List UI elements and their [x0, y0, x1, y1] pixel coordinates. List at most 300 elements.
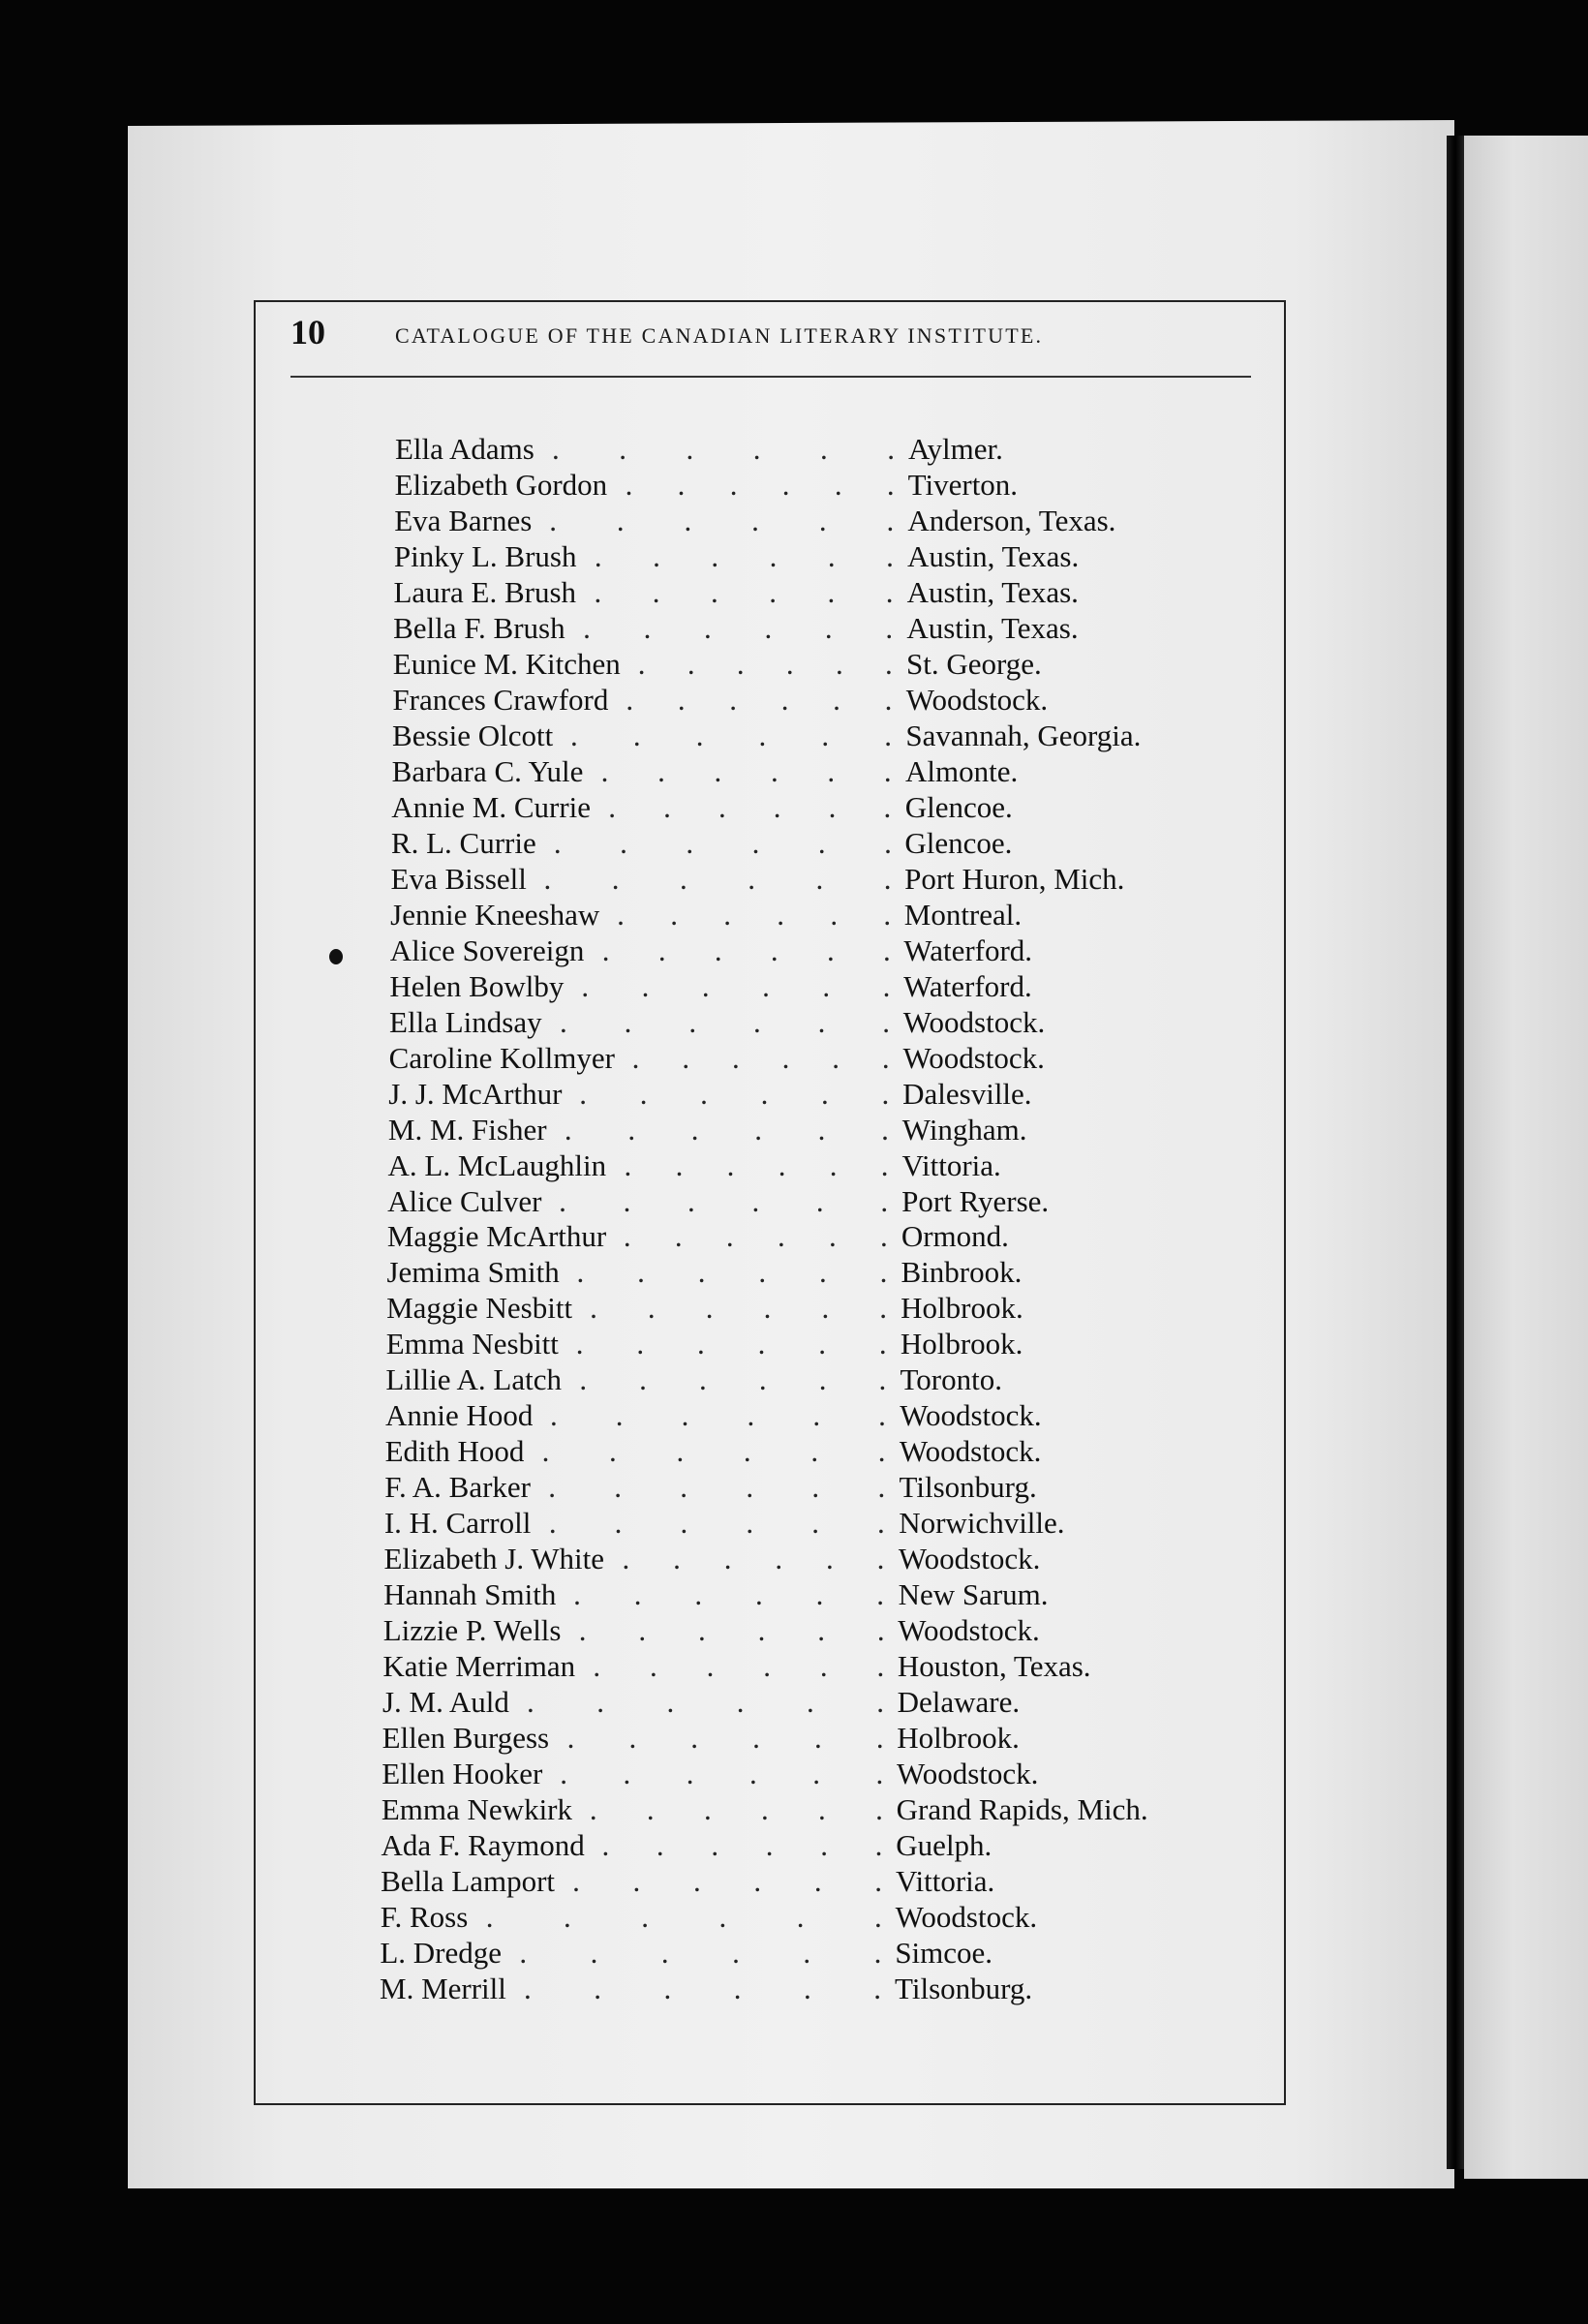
- leader-dot: .: [877, 1434, 886, 1469]
- leader-dot: .: [883, 861, 892, 896]
- student-row: [393, 647, 1265, 682]
- leader-dot: .: [548, 1470, 556, 1505]
- student-row: [395, 432, 1267, 467]
- leader-dot: .: [704, 610, 712, 645]
- leader-dot: .: [834, 467, 842, 502]
- dot-leader: [601, 754, 892, 789]
- leader-dot: .: [813, 1864, 822, 1899]
- leader-dot: .: [881, 1040, 890, 1075]
- leader-dot: .: [826, 933, 835, 967]
- leader-dot: .: [643, 610, 652, 645]
- leader-dot: .: [752, 432, 761, 466]
- dot-leader: [570, 719, 892, 753]
- leader-dot: .: [815, 1183, 824, 1218]
- student-name: Ellen Burgess: [382, 1721, 550, 1756]
- dot-leader: [565, 1113, 889, 1147]
- student-name: Emma Newkirk: [381, 1792, 572, 1827]
- leader-dot: .: [754, 1112, 762, 1147]
- page-header: [290, 312, 1259, 356]
- leader-dot: .: [698, 1613, 706, 1648]
- leader-dot: .: [559, 1183, 566, 1218]
- leader-dot: .: [687, 1183, 695, 1218]
- student-place: Port Ryerse.: [901, 1183, 1050, 1218]
- leader-dot: .: [623, 1219, 631, 1254]
- leader-dot: .: [760, 1076, 769, 1111]
- dot-leader: [542, 1434, 886, 1469]
- leader-dot: .: [638, 1613, 647, 1648]
- student-row: [389, 1041, 1261, 1076]
- student-row: [381, 1828, 1252, 1863]
- leader-dot: .: [548, 1506, 557, 1541]
- leader-dot: .: [746, 1506, 754, 1541]
- student-name: Alice Sovereign: [389, 933, 585, 967]
- leader-dot: .: [614, 1506, 623, 1541]
- leader-dot: .: [743, 1434, 751, 1469]
- leader-dot: .: [751, 503, 759, 537]
- leader-dot: .: [752, 1004, 761, 1039]
- leader-dot: .: [879, 1291, 888, 1326]
- student-place: Toronto.: [900, 1362, 1002, 1397]
- leader-dot: .: [813, 1721, 822, 1756]
- leader-dot: .: [657, 753, 665, 788]
- leader-dot: .: [883, 897, 892, 932]
- dot-leader: [524, 1972, 881, 2006]
- leader-dot: .: [828, 789, 837, 824]
- leader-dot: .: [633, 1577, 642, 1612]
- leader-dot: .: [526, 1685, 534, 1720]
- leader-dot: .: [878, 1398, 886, 1433]
- leader-dot: .: [677, 467, 686, 502]
- leader-dot: .: [578, 1613, 587, 1648]
- leader-dot: .: [573, 1577, 581, 1612]
- leader-dot: .: [676, 1434, 685, 1469]
- dot-leader: [622, 1542, 884, 1576]
- leader-dot: .: [701, 968, 710, 1003]
- leader-dot: .: [711, 1828, 719, 1863]
- leader-dot: .: [764, 610, 773, 645]
- leader-dot: .: [686, 432, 694, 466]
- student-row: [383, 1613, 1255, 1648]
- leader-dot: .: [594, 538, 602, 573]
- student-name: Eunice M. Kitchen: [392, 646, 621, 681]
- leader-dot: .: [646, 1792, 655, 1827]
- leader-dot: .: [711, 574, 718, 609]
- leader-dot: .: [877, 1470, 886, 1505]
- leader-dot: .: [572, 1864, 580, 1899]
- leader-dot: .: [748, 1757, 757, 1791]
- leader-dot: .: [718, 789, 726, 824]
- leader-dot: .: [812, 1757, 820, 1791]
- leader-dot: .: [549, 503, 557, 537]
- student-name: Eva Barnes: [394, 503, 533, 537]
- leader-dot: .: [817, 825, 826, 860]
- dot-leader: [576, 1255, 887, 1290]
- student-row: [382, 1721, 1254, 1756]
- ink-blot: [329, 949, 343, 964]
- leader-dot: .: [615, 1398, 624, 1433]
- leader-dot: .: [666, 1685, 675, 1720]
- student-row: [394, 575, 1266, 610]
- leader-dot: .: [663, 789, 671, 824]
- student-place: New Sarum.: [898, 1577, 1049, 1612]
- dot-leader: [527, 1685, 884, 1720]
- student-row: [387, 1219, 1259, 1254]
- dot-leader: [595, 575, 894, 610]
- dot-leader: [626, 468, 895, 503]
- leader-dot: .: [652, 574, 660, 609]
- leader-dot: .: [723, 1542, 732, 1576]
- leader-dot: .: [624, 1147, 632, 1182]
- student-name: F. Ross: [380, 1900, 469, 1935]
- leader-dot: .: [773, 789, 781, 824]
- leader-dot: .: [770, 753, 779, 788]
- leader-dot: .: [725, 1219, 734, 1254]
- leader-dot: .: [777, 897, 785, 932]
- student-row: [386, 1255, 1258, 1290]
- student-place: Guelph.: [896, 1828, 992, 1863]
- leader-dot: .: [887, 432, 895, 466]
- leader-dot: .: [822, 968, 831, 1003]
- leader-dot: .: [876, 1542, 885, 1576]
- leader-dot: .: [688, 1004, 697, 1039]
- student-place: Austin, Texas.: [906, 610, 1079, 645]
- leader-dot: .: [611, 861, 620, 896]
- dot-leader: [486, 1900, 882, 1935]
- leader-dot: .: [886, 538, 894, 573]
- leader-dot: .: [581, 968, 590, 1003]
- leader-dot: .: [817, 1112, 826, 1147]
- dot-leader: [590, 1291, 887, 1326]
- student-place: Waterford.: [903, 933, 1033, 967]
- leader-dot: .: [594, 1972, 601, 2005]
- student-row: [382, 1792, 1253, 1827]
- dot-leader: [549, 1506, 885, 1541]
- student-name: Eva Bissell: [390, 861, 527, 896]
- leader-dot: .: [600, 753, 609, 788]
- leader-dot: .: [873, 1972, 881, 2005]
- leader-dot: .: [608, 789, 617, 824]
- leader-dot: .: [796, 1900, 805, 1935]
- leader-dot: .: [827, 538, 836, 573]
- leader-dot: .: [696, 1327, 705, 1361]
- leader-dot: .: [778, 1147, 786, 1182]
- leader-dot: .: [485, 1900, 494, 1935]
- student-row: [395, 468, 1267, 503]
- student-row: [391, 826, 1263, 861]
- leader-dot: .: [751, 1183, 760, 1218]
- leader-dot: .: [714, 933, 722, 967]
- leader-dot: .: [785, 646, 794, 681]
- leader-dot: .: [637, 646, 646, 681]
- leader-dot: .: [879, 1255, 888, 1290]
- student-row: [389, 969, 1261, 1004]
- leader-dot: .: [663, 1972, 672, 2005]
- student-name: Elizabeth Gordon: [394, 467, 608, 502]
- student-row: [389, 1005, 1261, 1040]
- leader-dot: .: [560, 1004, 567, 1039]
- leader-dot: .: [718, 1900, 727, 1935]
- leader-dot: .: [876, 1577, 885, 1612]
- dot-leader: [554, 826, 892, 861]
- student-row: [385, 1434, 1257, 1469]
- student-name: Helen Bowlby: [389, 968, 565, 1003]
- leader-dot: .: [757, 1327, 766, 1361]
- leader-dot: .: [641, 1900, 649, 1935]
- facing-page-edge: [1464, 136, 1588, 2179]
- leader-dot: .: [729, 467, 738, 502]
- leader-dot: .: [733, 1972, 742, 2005]
- student-name: M. M. Fisher: [387, 1112, 547, 1147]
- dot-leader: [608, 790, 891, 825]
- leader-dot: .: [590, 1291, 597, 1326]
- leader-dot: .: [632, 1864, 641, 1899]
- dot-leader: [626, 683, 892, 718]
- leader-dot: .: [564, 1112, 572, 1147]
- leader-dot: .: [570, 718, 578, 752]
- leader-dot: .: [781, 1040, 790, 1075]
- leader-dot: .: [686, 1757, 694, 1791]
- student-row: [385, 1398, 1257, 1433]
- student-place: Grand Rapids, Mich.: [896, 1792, 1148, 1827]
- leader-dot: .: [697, 1255, 706, 1290]
- leader-dot: .: [830, 897, 839, 932]
- leader-dot: .: [821, 1291, 830, 1326]
- student-place: Port Huron, Mich.: [904, 861, 1125, 896]
- leader-dot: .: [826, 1542, 834, 1576]
- leader-dot: .: [833, 682, 840, 717]
- leader-dot: .: [714, 753, 722, 788]
- leader-dot: .: [628, 1721, 637, 1756]
- student-name: I. H. Carroll: [383, 1506, 532, 1541]
- leader-dot: .: [762, 968, 770, 1003]
- student-row: [390, 898, 1262, 933]
- leader-dot: .: [818, 1327, 826, 1361]
- student-place: Woodstock.: [898, 1613, 1040, 1648]
- student-name: Barbara C. Yule: [391, 753, 584, 788]
- student-name: Maggie McArthur: [386, 1219, 607, 1254]
- student-row: [380, 1972, 1251, 2006]
- student-place: St. George.: [906, 646, 1042, 681]
- leader-dot: .: [824, 610, 833, 645]
- student-place: Woodstock.: [898, 1542, 1041, 1576]
- student-row: [382, 1685, 1254, 1720]
- leader-dot: .: [686, 825, 694, 860]
- student-row: [384, 1506, 1256, 1541]
- leader-dot: .: [827, 753, 836, 788]
- student-name: M. Merrill: [380, 1972, 506, 2005]
- leader-dot: .: [884, 825, 892, 860]
- leader-dot: .: [748, 861, 756, 896]
- student-name: Bella F. Brush: [393, 610, 565, 645]
- leader-dot: .: [882, 968, 891, 1003]
- leader-dot: .: [817, 1613, 826, 1648]
- leader-dot: .: [821, 1076, 829, 1111]
- student-name: Bella Lamport: [381, 1864, 556, 1899]
- student-name: Ella Adams: [395, 432, 534, 466]
- leader-dot: .: [818, 1362, 827, 1397]
- student-name: J. M. Auld: [382, 1685, 509, 1720]
- student-place: Aylmer.: [908, 432, 1003, 466]
- student-row: [381, 1864, 1252, 1899]
- student-row: [388, 1077, 1260, 1112]
- leader-dot: .: [829, 1219, 837, 1254]
- leader-dot: .: [835, 646, 843, 681]
- leader-dot: .: [563, 1900, 571, 1935]
- leader-dot: .: [769, 574, 777, 609]
- student-name: Alice Culver: [387, 1183, 542, 1218]
- student-name: Hannah Smith: [383, 1577, 557, 1612]
- leader-dot: .: [765, 1828, 774, 1863]
- book-spine: [1447, 136, 1464, 2169]
- leader-dot: .: [873, 1900, 882, 1935]
- leader-dot: .: [579, 1362, 588, 1397]
- leader-dot: .: [885, 646, 893, 681]
- leader-dot: .: [549, 1398, 558, 1433]
- student-name: L. Dredge: [380, 1936, 503, 1971]
- student-name: Emma Nesbitt: [385, 1327, 559, 1361]
- leader-dot: .: [827, 574, 836, 609]
- student-place: Holbrook.: [901, 1291, 1023, 1326]
- leader-dot: .: [886, 467, 895, 502]
- student-place: Houston, Texas.: [897, 1649, 1091, 1684]
- leader-dot: .: [820, 432, 828, 466]
- leader-dot: .: [692, 1864, 701, 1899]
- leader-dot: .: [560, 1757, 567, 1791]
- leader-dot: .: [729, 682, 738, 717]
- leader-dot: .: [829, 1147, 838, 1182]
- leader-dot: .: [815, 1577, 824, 1612]
- student-place: Austin, Texas.: [906, 574, 1079, 609]
- dot-leader: [624, 1219, 888, 1254]
- leader-dot: .: [763, 1291, 772, 1326]
- leader-dot: .: [583, 610, 591, 645]
- student-name: Annie Hood: [384, 1398, 534, 1433]
- leader-dot: .: [818, 1792, 826, 1827]
- student-row: [392, 683, 1264, 718]
- student-row: [388, 1148, 1260, 1183]
- student-row: [383, 1542, 1255, 1576]
- leader-dot: .: [880, 1183, 889, 1218]
- student-place: Woodstock.: [896, 1757, 1039, 1791]
- leader-dot: .: [552, 432, 560, 466]
- leader-dot: .: [687, 646, 695, 681]
- leader-dot: .: [627, 1112, 636, 1147]
- leader-dot: .: [706, 1649, 715, 1684]
- student-name: J. J. McArthur: [388, 1076, 563, 1111]
- leader-dot: .: [649, 1649, 657, 1684]
- student-name: Annie M. Currie: [391, 789, 592, 824]
- student-row: [391, 790, 1263, 825]
- dot-leader: [583, 611, 893, 646]
- student-row: [392, 754, 1264, 789]
- header-rule: [290, 376, 1251, 378]
- dot-leader: [552, 432, 895, 467]
- student-row: [382, 1757, 1253, 1791]
- leader-dot: .: [755, 1577, 763, 1612]
- student-name: Ella Lindsay: [389, 1004, 542, 1039]
- leader-dot: .: [886, 503, 895, 537]
- leader-dot: .: [770, 933, 779, 967]
- leader-dot: .: [876, 1685, 884, 1720]
- student-row: [383, 1577, 1255, 1612]
- student-name: Maggie Nesbitt: [386, 1291, 573, 1326]
- leader-dot: .: [876, 1649, 885, 1684]
- leader-dot: .: [590, 1936, 598, 1971]
- dot-leader: [638, 647, 893, 682]
- student-place: Glencoe.: [904, 825, 1013, 860]
- student-place: Austin, Texas.: [907, 538, 1080, 573]
- leader-dot: .: [874, 1828, 883, 1863]
- student-place: Binbrook.: [901, 1255, 1023, 1290]
- leader-dot: .: [880, 1219, 888, 1254]
- student-row: [386, 1291, 1258, 1326]
- student-place: Simcoe.: [895, 1936, 993, 1971]
- dot-leader: [576, 1327, 887, 1361]
- leader-dot: .: [811, 1470, 820, 1505]
- leader-dot: .: [806, 1685, 814, 1720]
- student-place: Ormond.: [901, 1219, 1009, 1254]
- leader-dot: .: [818, 503, 827, 537]
- leader-dot: .: [877, 1506, 885, 1541]
- leader-dot: .: [680, 1470, 688, 1505]
- leader-dot: .: [625, 467, 633, 502]
- leader-dot: .: [880, 1147, 889, 1182]
- student-place: Waterford.: [903, 968, 1032, 1003]
- student-row: [381, 1900, 1252, 1935]
- leader-dot: .: [601, 933, 610, 967]
- dot-leader: [544, 862, 892, 897]
- leader-dot: .: [819, 1255, 827, 1290]
- leader-dot: .: [594, 574, 602, 609]
- leader-dot: .: [690, 1721, 699, 1756]
- student-place: Wingham.: [901, 1112, 1027, 1147]
- student-place: Almonte.: [905, 753, 1019, 788]
- student-place: Glencoe.: [904, 789, 1013, 824]
- leader-dot: .: [589, 1792, 597, 1827]
- leader-dot: .: [758, 1362, 767, 1397]
- leader-dot: .: [601, 1828, 610, 1863]
- leader-dot: .: [804, 1972, 811, 2005]
- leader-dot: .: [541, 1434, 550, 1469]
- leader-dot: .: [677, 682, 686, 717]
- dot-leader: [579, 1613, 885, 1648]
- leader-dot: .: [881, 1076, 890, 1111]
- leader-dot: .: [763, 1649, 772, 1684]
- leader-dot: .: [878, 1362, 887, 1397]
- leader-dot: .: [875, 1757, 884, 1791]
- student-row: [386, 1327, 1258, 1361]
- leader-dot: .: [781, 467, 790, 502]
- leader-dot: .: [684, 503, 692, 537]
- leader-dot: .: [681, 1398, 689, 1433]
- leader-dot: .: [524, 1972, 532, 2005]
- leader-dot: .: [616, 503, 625, 537]
- student-place: Montreal.: [903, 897, 1023, 932]
- leader-dot: .: [631, 1040, 640, 1075]
- leader-dot: .: [673, 1542, 681, 1576]
- leader-dot: .: [883, 933, 891, 967]
- leader-dot: .: [747, 1398, 755, 1433]
- leader-dot: .: [751, 825, 760, 860]
- student-row: [384, 1470, 1256, 1505]
- student-place: Woodstock.: [902, 1040, 1045, 1075]
- leader-dot: .: [700, 1076, 708, 1111]
- student-row: [392, 719, 1264, 753]
- leader-dot: .: [619, 432, 626, 466]
- leader-dot: .: [660, 1936, 669, 1971]
- leader-dot: .: [878, 1327, 887, 1361]
- student-place: Woodstock.: [895, 1900, 1038, 1935]
